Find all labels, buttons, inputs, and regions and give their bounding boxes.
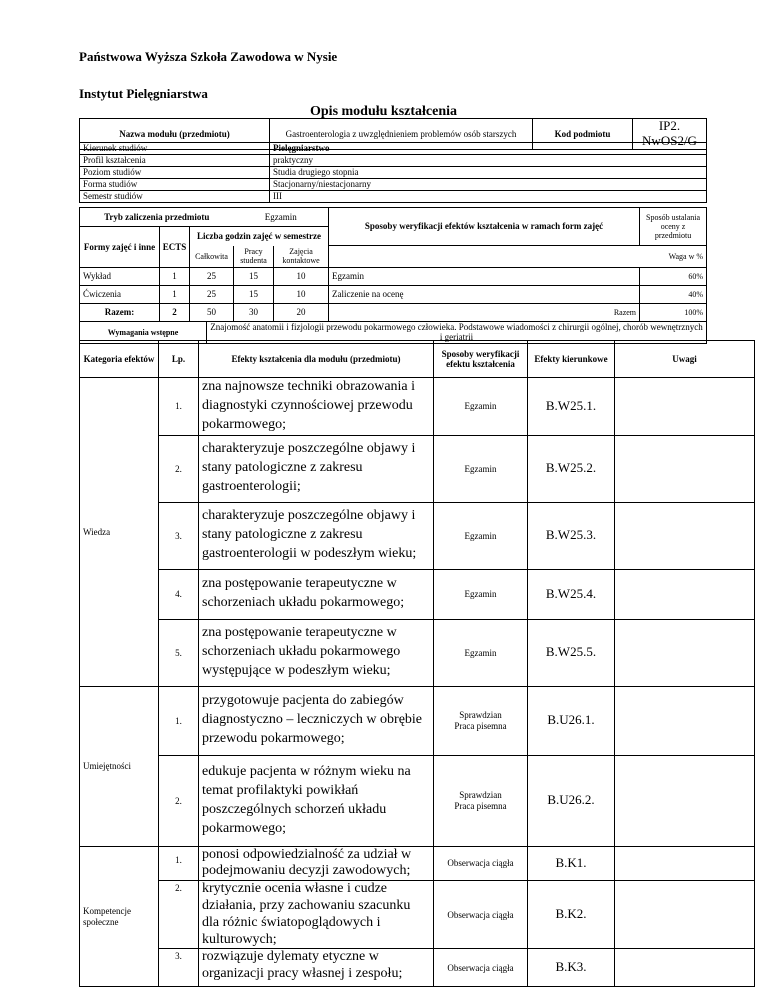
outcome-text: zna postępowanie terapeutyczne w schorzeniach układu pokarmowego; (199, 569, 434, 619)
study-label: Profil kształcenia (80, 155, 270, 167)
sum-label: Razem: (80, 304, 160, 322)
study-label: Forma studiów (80, 179, 270, 191)
outcomes-table (79, 340, 755, 987)
outcome-text: zna najnowsze techniki obrazowania i diagnostyki czynnościowej przewodu pokarmowego; (199, 378, 434, 436)
form-student: 15 (234, 268, 274, 286)
outcome-lp: 1. (159, 686, 199, 755)
form-total: 25 (190, 286, 234, 304)
outcome-text: zna postępowanie terapeutyczne w schorzeniach układu pokarmowego występujące w podeszłym wieku; (199, 619, 434, 686)
study-label: Poziom studiów (80, 167, 270, 179)
module-code-label: Kod podmiotu (533, 119, 633, 150)
form-ects: 1 (160, 286, 190, 304)
requirements-label: Wymagania wstępne (80, 322, 207, 344)
outcome-code: B.W25.1. (528, 378, 615, 436)
institute-name: Instytut Pielęgniarstwa (79, 86, 208, 101)
outcome-lp: 1. (159, 378, 199, 436)
form-contact: 10 (274, 268, 329, 286)
method-line: Praca pisemna (454, 720, 507, 731)
category-competences: Kompetencje społeczne (80, 846, 159, 987)
credit-mode-label: Tryb zaliczenia przedmiotu (80, 208, 234, 227)
form-weight: 60% (640, 268, 707, 286)
form-ects: 1 (160, 268, 190, 286)
outcome-code: B.W25.2. (528, 435, 615, 502)
requirements-text: Znajomość anatomii i fizjologii przewodu pokarmowego człowieka. Podstawowe wiadomości z chirurgii ogólnej, chorób wewnętrznych i geriatrii (207, 322, 707, 344)
outcome-code: B.U26.1. (528, 686, 615, 755)
sum-weight: 100% (640, 304, 707, 322)
module-code-value: IP2. NwOS2/G (633, 119, 707, 150)
module-name-value: Gastroenterologia z uwzględnieniem problemów osób starszych (270, 119, 533, 150)
col-verification: Sposoby weryfikacji efektu kształcenia (434, 341, 528, 378)
outcome-lp: 1. (159, 846, 199, 881)
sum-contact: 20 (274, 304, 329, 322)
outcome-code: B.K3. (528, 949, 615, 987)
study-table (79, 142, 707, 203)
method-line: Praca pisemna (454, 800, 507, 811)
outcome-text: edukuje pacjenta w różnym wieku na temat profilaktyki powikłań poszczególnych schorzeń układu pokarmowego; (199, 755, 434, 846)
outcome-lp: 2. (159, 435, 199, 502)
outcome-text: charakteryzuje poszczególne objawy i stany patologiczne z zakresu gastroenterologii; (199, 435, 434, 502)
outcome-code: B.W25.5. (528, 619, 615, 686)
col-student: Pracy studenta (234, 246, 274, 268)
study-value: Studia drugiego stopnia (270, 167, 707, 179)
outcome-lp: 3. (159, 502, 199, 569)
document-title: Opis modułu kształcenia (310, 104, 458, 119)
module-name-label: Nazwa modułu (przedmiotu) (80, 119, 270, 150)
outcome-method: Egzamin (434, 378, 528, 436)
outcome-method (434, 686, 528, 755)
col-directional: Efekty kierunkowe (528, 341, 615, 378)
weight-label: Waga w % (640, 246, 707, 268)
outcome-method: Obserwacja ciągła (434, 846, 528, 881)
outcome-method: Obserwacja ciągła (434, 949, 528, 987)
ects-label: ECTS (160, 227, 190, 268)
study-label: Semestr studiów (80, 191, 270, 203)
outcome-method: Egzamin (434, 435, 528, 502)
outcome-method: Egzamin (434, 569, 528, 619)
form-contact: 10 (274, 286, 329, 304)
outcome-text: ponosi odpowiedzialność za udział w podejmowaniu decyzji zawodowych; (199, 846, 434, 881)
outcome-lp: 3. (159, 949, 199, 987)
sum-ects: 2 (160, 304, 190, 322)
category-skills: Umiejętności (80, 686, 159, 846)
outcome-method (434, 755, 528, 846)
col-lp: Lp. (159, 341, 199, 378)
method-line: Sprawdzian (459, 710, 502, 721)
study-value: Stacjonarny/niestacjonarny (270, 179, 707, 191)
outcome-text: charakteryzuje poszczególne objawy i stany patologiczne z zakresu gastroenterologii w podeszłym wieku; (199, 502, 434, 569)
grading-header: Sposób ustalania oceny z przedmiotu (640, 208, 707, 246)
form-total: 25 (190, 268, 234, 286)
outcome-code: B.W25.4. (528, 569, 615, 619)
study-value: praktyczny (270, 155, 707, 167)
outcome-code: B.K1. (528, 846, 615, 881)
outcome-lp: 2. (159, 755, 199, 846)
sum-total: 50 (190, 304, 234, 322)
verification-header: Sposoby weryfikacji efektów kształcenia w ramach form zajęć (329, 208, 640, 246)
forms-label: Formy zajęć i inne (80, 227, 160, 268)
outcome-text: krytycznie ocenia własne i cudze działania, przy zachowaniu szacunku dla różnic światopoglądowych i kulturowych; (199, 881, 434, 949)
outcome-method: Obserwacja ciągła (434, 881, 528, 949)
form-method: Egzamin (329, 268, 640, 286)
form-student: 15 (234, 286, 274, 304)
outcome-lp: 5. (159, 619, 199, 686)
method-line: Sprawdzian (459, 790, 502, 801)
form-name: Ćwiczenia (80, 286, 160, 304)
form-name: Wykład (80, 268, 160, 286)
outcome-code: B.U26.2. (528, 755, 615, 846)
outcome-method: Egzamin (434, 502, 528, 569)
category-knowledge: Wiedza (80, 378, 159, 687)
outcome-lp: 4. (159, 569, 199, 619)
outcome-code: B.W25.3. (528, 502, 615, 569)
study-value: III (270, 191, 707, 203)
sum-student: 30 (234, 304, 274, 322)
outcome-code: B.K2. (528, 881, 615, 949)
credit-mode-value: Egzamin (234, 208, 329, 227)
form-method: Zaliczenie na ocenę (329, 286, 640, 304)
col-category: Kategoria efektów (80, 341, 159, 378)
outcome-lp: 2. (159, 881, 199, 949)
study-label: Kierunek studiów (80, 143, 270, 155)
hours-header: Liczba godzin zajęć w semestrze (190, 227, 329, 246)
outcome-text: przygotowuje pacjenta do zabiegów diagnostyczno – leczniczych w obrębie przewodu pokarmowego; (199, 686, 434, 755)
form-weight: 40% (640, 286, 707, 304)
col-contact: Zajęcia kontaktowe (274, 246, 329, 268)
col-total: Całkowita (190, 246, 234, 268)
school-name: Państwowa Wyższa Szkoła Zawodowa w Nysie (79, 49, 338, 64)
outcome-method: Egzamin (434, 619, 528, 686)
col-effects: Efekty kształcenia dla modułu (przedmiotu) (199, 341, 434, 378)
outcome-text: rozwiązuje dylematy etyczne w organizacji pracy własnej i zespołu; (199, 949, 434, 987)
col-notes: Uwagi (615, 341, 755, 378)
study-value: Pielęgniarstwo (270, 143, 707, 155)
sum-razem: Razem (329, 304, 640, 322)
credit-table (79, 207, 707, 322)
